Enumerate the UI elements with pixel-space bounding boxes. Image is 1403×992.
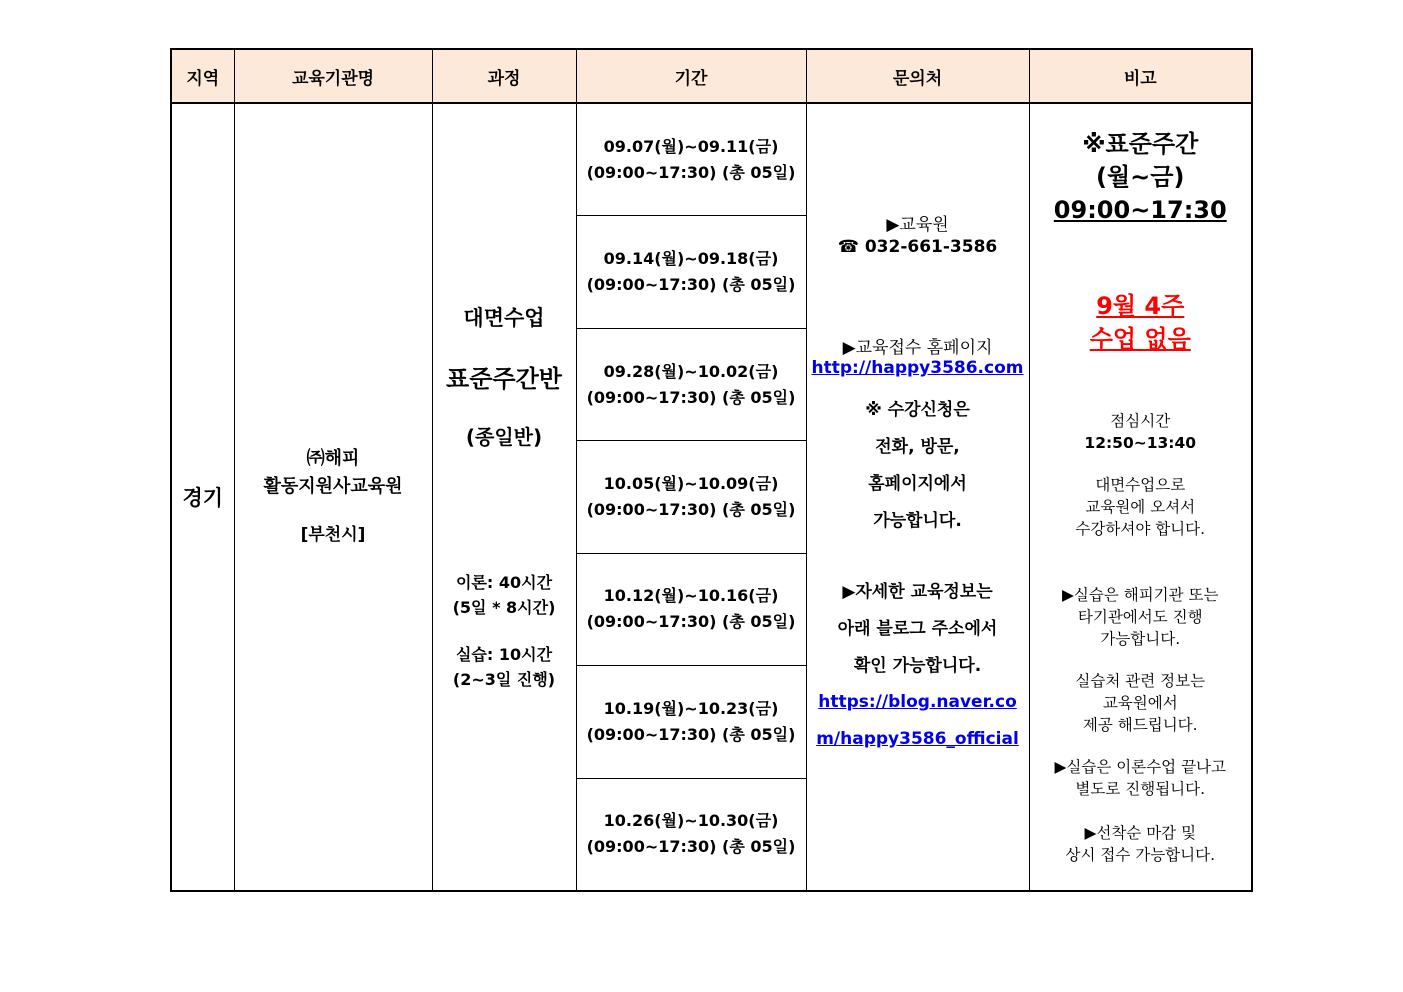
apply-info	[807, 392, 1029, 540]
practice-hours: 실습: 10시간	[455, 645, 553, 664]
note-cell	[1029, 103, 1252, 891]
period-hours: (09:00~17:30) (총 05일)	[586, 162, 796, 182]
theory-hours: 이론: 40시간	[455, 573, 553, 592]
enrollment-info	[1030, 822, 1252, 866]
blog-info	[807, 574, 1029, 685]
period-hours: (09:00~17:30) (총 05일)	[586, 612, 796, 632]
apply-line: 홈페이지에서	[868, 474, 967, 494]
period-item	[577, 329, 806, 441]
apply-line: 가능합니다.	[873, 511, 962, 531]
period-dates: 10.05(월)~10.09(금)	[603, 473, 779, 493]
no-class-text: 수업 없음	[1089, 325, 1191, 353]
course-type: 대면수업	[463, 306, 545, 330]
period-dates: 09.28(월)~10.02(금)	[603, 361, 779, 381]
office-label: ▶교육원	[886, 215, 949, 235]
lunch-label: 점심시간	[1110, 412, 1171, 430]
course-cell	[432, 103, 576, 891]
theory-detail: (5일 * 8시간)	[452, 598, 556, 617]
header-note: 비고	[1029, 49, 1252, 103]
header-contact: 문의처	[806, 49, 1029, 103]
note-line: 별도로 진행됩니다.	[1075, 780, 1206, 798]
period-item	[577, 666, 806, 778]
blog-line: ▶자세한 교육정보는	[842, 582, 993, 602]
schedule-table	[170, 48, 1253, 892]
lunch-info	[1030, 410, 1252, 454]
in-person-info	[1030, 474, 1252, 540]
header-institution: 교육기관명	[234, 49, 432, 103]
institution-name-line1: ㈜해피	[306, 448, 360, 469]
note-line: 가능합니다.	[1100, 630, 1181, 648]
note-line: 제공 해드립니다.	[1082, 716, 1198, 734]
period-hours: (09:00~17:30) (총 05일)	[586, 837, 796, 857]
homepage-link[interactable]: http://happy3586.com	[811, 358, 1024, 378]
blog-line: 확인 가능합니다.	[853, 656, 982, 676]
header-row	[171, 49, 1252, 103]
phone-number: ☎ 032-661-3586	[837, 237, 998, 257]
practice-detail: (2~3일 진행)	[452, 670, 556, 689]
period-item	[577, 779, 806, 890]
homepage-label: ▶교육접수 홈페이지	[842, 338, 993, 358]
period-dates: 10.19(월)~10.23(금)	[603, 698, 779, 718]
note-line: ▶실습은 해피기관 또는	[1061, 586, 1219, 604]
no-class-week: 9월 4주	[1096, 292, 1185, 320]
institution-cell	[234, 103, 432, 891]
region-cell: 경기	[171, 103, 234, 891]
contact-cell	[806, 103, 1029, 891]
period-hours: (09:00~17:30) (총 05일)	[586, 387, 796, 407]
note-line: 수강하셔야 합니다.	[1075, 520, 1206, 538]
standard-week-days: (월~금)	[1096, 163, 1185, 191]
period-item	[577, 216, 806, 328]
note-line: 실습처 관련 정보는	[1075, 672, 1206, 690]
practice-info	[1030, 584, 1252, 650]
period-cell	[576, 103, 806, 891]
practice-place-info	[1030, 670, 1252, 736]
header-course: 과정	[432, 49, 576, 103]
blog-line: 아래 블로그 주소에서	[837, 619, 998, 639]
period-hours: (09:00~17:30) (총 05일)	[586, 499, 796, 519]
institution-city: [부천시]	[300, 525, 366, 545]
period-item	[577, 554, 806, 666]
course-sub: (종일반)	[465, 425, 543, 449]
no-class-notice	[1030, 290, 1252, 356]
period-item	[577, 104, 806, 216]
period-dates: 10.26(월)~10.30(금)	[603, 811, 779, 831]
institution-name-line2: 활동지원사교육원	[263, 476, 403, 497]
period-hours: (09:00~17:30) (총 05일)	[586, 724, 796, 744]
note-line: 타기관에서도 진행	[1077, 608, 1203, 626]
course-class: 표준주간반	[446, 365, 562, 393]
standard-week-info	[1030, 128, 1252, 227]
note-line: 교육원에서	[1102, 694, 1178, 712]
note-line: 대면수업으로	[1095, 476, 1186, 494]
course-practice	[433, 642, 576, 692]
practice-after-info	[1030, 756, 1252, 800]
apply-line: 전화, 방문,	[875, 437, 960, 457]
table-row	[171, 103, 1252, 891]
blog-link[interactable]: https://blog.naver.com/happy3586_official	[816, 692, 1019, 749]
course-theory	[433, 570, 576, 620]
period-hours: (09:00~17:30) (총 05일)	[586, 275, 796, 295]
standard-week-hours: 09:00~17:30	[1053, 196, 1227, 224]
note-line: 교육원에 오셔서	[1085, 498, 1196, 516]
standard-week-title: ※표준주간	[1082, 130, 1199, 158]
period-dates: 09.07(월)~09.11(금)	[603, 136, 779, 156]
period-dates: 09.14(월)~09.18(금)	[603, 249, 779, 269]
header-region: 지역	[171, 49, 234, 103]
lunch-time: 12:50~13:40	[1084, 434, 1197, 452]
note-line: ▶실습은 이론수업 끝나고	[1054, 758, 1226, 776]
period-dates: 10.12(월)~10.16(금)	[603, 586, 779, 606]
apply-line: ※ 수강신청은	[865, 400, 970, 420]
header-period: 기간	[576, 49, 806, 103]
note-line: 상시 접수 가능합니다.	[1065, 846, 1216, 864]
note-line: ▶선착순 마감 및	[1084, 824, 1197, 842]
period-item	[577, 441, 806, 553]
